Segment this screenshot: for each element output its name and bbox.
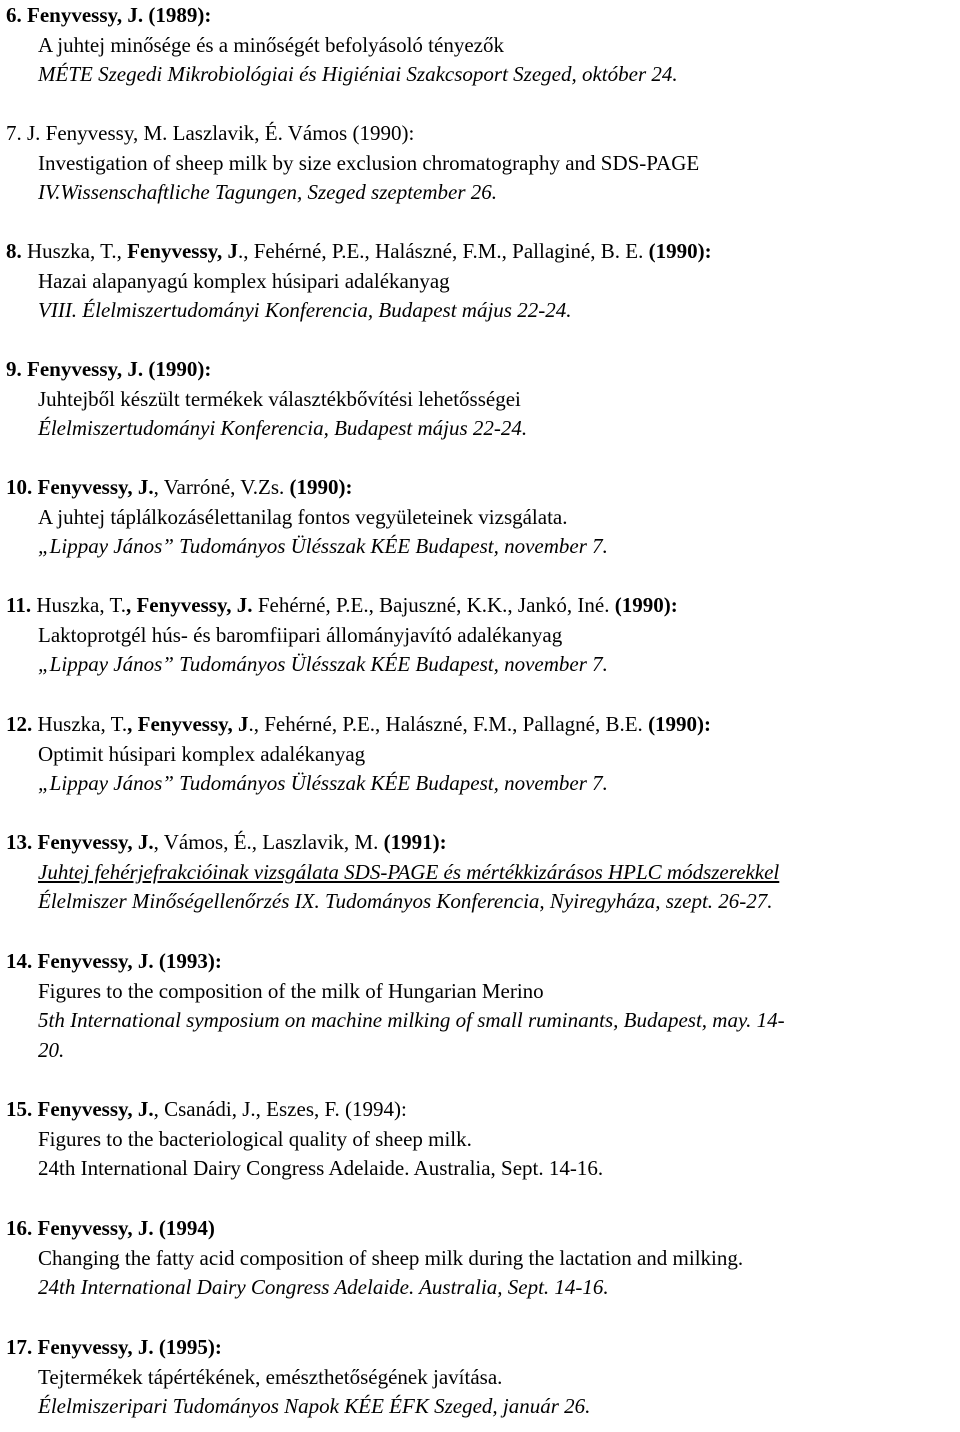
heading-segment: (1990): (614, 593, 678, 617)
heading-segment: 6. Fenyvessy, J. (1989): (6, 3, 212, 27)
reference-venue: 20. (38, 1038, 65, 1063)
reference-heading (6, 0, 211, 30)
reference-venue: Élelmiszertudományi Konferencia, Budapest május 22-24. (38, 416, 528, 441)
heading-segment: 8. (6, 239, 27, 263)
reference-title: Tejtermékek tápértékének, emészthetőségének javítása. (38, 1364, 503, 1389)
heading-segment: Fenyvessy, J (127, 239, 238, 263)
heading-segment: 10. Fenyvessy, J. (6, 475, 154, 499)
heading-segment: (1990): (648, 239, 712, 263)
heading-segment: 12. (6, 712, 38, 736)
heading-segment: Huszka, T., (27, 239, 128, 263)
heading-segment: (1991): (383, 830, 447, 854)
heading-segment: , Fenyvessy, J. (125, 593, 258, 617)
reference-title: Juhtejből készült termékek választékbővítési lehetősségei (38, 386, 521, 411)
reference-venue: Élelmiszer Minőségellenőrzés IX. Tudományos Konferencia, Nyiregyháza, szept. 26-27. (38, 889, 773, 914)
heading-segment: 16. Fenyvessy, J. (1994) (6, 1216, 215, 1240)
reference-venue: „Lippay János” Tudományos Ülésszak KÉE Budapest, november 7. (38, 652, 608, 677)
heading-segment: Fehérné, P.E., Bajuszné, K.K., Jankó, Iné. (257, 593, 615, 617)
heading-segment: 15. Fenyvessy, J. (6, 1097, 154, 1121)
reference-heading (6, 590, 678, 620)
heading-segment: (1990): (289, 475, 353, 499)
heading-segment: 9. Fenyvessy, J. (1990): (6, 357, 212, 381)
reference-title: Changing the fatty acid composition of sheep milk during the lactation and milking. (38, 1245, 744, 1270)
reference-title: Optimit húsipari komplex adalékanyag (38, 741, 366, 766)
reference-heading (6, 236, 712, 266)
heading-segment: 17. Fenyvessy, J. (1995): (6, 1335, 222, 1359)
reference-venue: MÉTE Szegedi Mikrobiológiai és Higiéniai Szakcsoport Szeged, október 24. (38, 62, 678, 87)
heading-segment: ., Fehérné, P.E., Halászné, F.M., Pallaginé, B. E. (237, 239, 649, 263)
reference-heading (6, 1213, 215, 1243)
heading-segment: , Fenyvessy, J (127, 712, 249, 736)
reference-heading (6, 354, 211, 384)
reference-title: Investigation of sheep milk by size exclusion chromatography and SDS-PAGE (38, 150, 700, 175)
reference-venue: „Lippay János” Tudományos Ülésszak KÉE Budapest, november 7. (38, 534, 608, 559)
reference-heading (6, 1332, 222, 1362)
reference-title: Laktoprotgél hús- és baromfiipari állományjavító adalékanyag (38, 622, 563, 647)
heading-segment: , Csanádi, J., Eszes, F. (1994): (153, 1097, 407, 1121)
reference-title: Figures to the bacteriological quality of sheep milk. (38, 1126, 472, 1151)
reference-heading (6, 118, 414, 148)
reference-venue: Élelmiszeripari Tudományos Napok KÉE ÉFK Szeged, január 26. (38, 1394, 591, 1419)
reference-heading (6, 472, 353, 502)
reference-heading (6, 946, 222, 976)
reference-title: A juhtej minősége és a minőségét befolyásoló tényezők (38, 32, 504, 57)
heading-segment: 14. Fenyvessy, J. (1993): (6, 949, 222, 973)
reference-heading (6, 709, 711, 739)
heading-segment: (1990): (648, 712, 712, 736)
reference-venue: 24th International Dairy Congress Adelaide. Australia, Sept. 14-16. (38, 1275, 609, 1300)
reference-title: A juhtej táplálkozásélettanilag fontos vegyületeinek vizsgálata. (38, 504, 568, 529)
heading-segment: Huszka, T. (37, 712, 128, 736)
reference-heading (6, 827, 447, 857)
reference-venue: IV.Wissenschaftliche Tagungen, Szeged szeptember 26. (38, 180, 498, 205)
reference-title: Figures to the composition of the milk of Hungarian Merino (38, 978, 544, 1003)
heading-segment: Huszka, T. (36, 593, 126, 617)
reference-venue: VIII. Élelmiszertudományi Konferencia, Budapest május 22-24. (38, 298, 572, 323)
reference-title: Juhtej fehérjefrakcióinak vizsgálata SDS-PAGE és mértékkizárásos HPLC módszerekkel (38, 859, 780, 884)
heading-segment: , Varróné, V.Zs. (153, 475, 290, 499)
heading-segment: 13. Fenyvessy, J. (6, 830, 154, 854)
heading-segment: 11. (6, 593, 37, 617)
reference-title: Hazai alapanyagú komplex húsipari adalékanyag (38, 268, 450, 293)
heading-segment: 7. J. Fenyvessy, M. Laszlavik, É. Vámos (1990): (6, 121, 415, 145)
reference-heading (6, 1094, 407, 1124)
heading-segment: , Vámos, É., Laszlavik, M. (153, 830, 384, 854)
reference-venue: 5th International symposium on machine milking of small ruminants, Budapest, may. 14- (38, 1008, 785, 1033)
reference-venue: „Lippay János” Tudományos Ülésszak KÉE Budapest, november 7. (38, 771, 608, 796)
reference-venue: 24th International Dairy Congress Adelaide. Australia, Sept. 14-16. (38, 1156, 604, 1181)
heading-segment: ., Fehérné, P.E., Halászné, F.M., Pallagné, B.E. (248, 712, 649, 736)
